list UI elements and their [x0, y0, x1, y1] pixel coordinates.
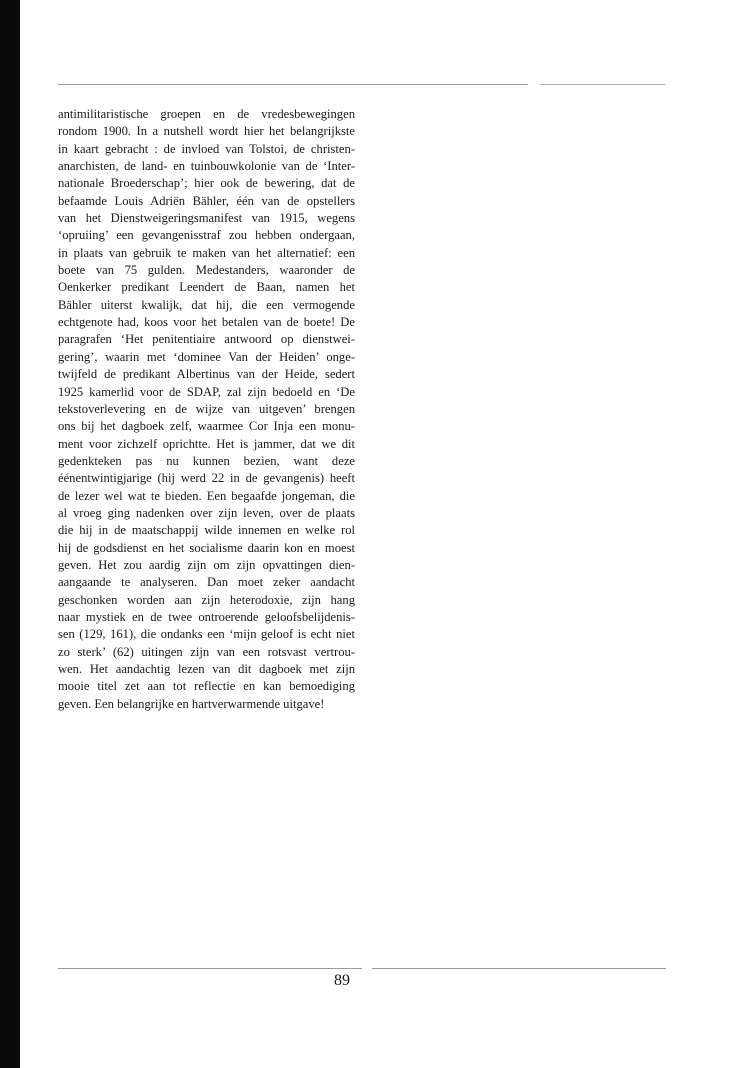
footer-rule-right — [372, 968, 666, 969]
text-line: paragrafen ‘Het penitentiaire antwoord op dienstwei- — [58, 332, 355, 347]
text-line: Bähler uiterst kwalijk, dat hij, die een vermogende — [58, 297, 355, 312]
text-line: naar mystiek en de twee ontroerende geloofsbelijdenis- — [58, 609, 355, 624]
text-line: in kaart gebracht : de invloed van Tolstoi, de christen- — [58, 141, 355, 156]
text-line: anarchisten, de land- en tuinbouwkolonie van de ‘Inter- — [58, 159, 355, 174]
text-line: nationale Broederschap’; hier ook de bewering, dat de — [58, 176, 355, 191]
text-line: éénentwintigjarige (hij werd 22 in de gevangenis) heeft — [58, 471, 355, 486]
text-line: geschonken worden aan zijn heterodoxie, zijn hang — [58, 592, 355, 607]
header-rule — [58, 84, 528, 85]
text-line: ment voor zichzelf oprichtte. Het is jammer, dat we dit — [58, 436, 355, 451]
text-line: befaamde Louis Adriën Bähler, één van de opstellers — [58, 193, 355, 208]
page-number: 89 — [334, 972, 350, 989]
text-line: in plaats van gebruik te maken van het alternatief: een — [58, 245, 355, 260]
text-line: van het Dienstweigeringsmanifest van 1915, wegens — [58, 211, 355, 226]
text-line: die hij in de maatschappij wilde innemen en welke rol — [58, 523, 355, 538]
text-line: ‘opruiing’ een gevangenisstraf zou hebben ondergaan, — [58, 228, 355, 243]
text-line: mooie titel zet aan tot reflectie en kan bemoediging — [58, 679, 355, 694]
text-line: tekstoverlevering en de wijze van uitgeven’ brengen — [58, 401, 355, 416]
text-line: wen. Het aandachtig lezen van dit dagboek met zijn — [58, 662, 355, 676]
text-line: 1925 kamerlid voor de SDAP, zal zijn bedoeld en ‘De — [58, 384, 355, 399]
text-line: twijfeld de predikant Albertinus van der Heide, sedert — [58, 367, 355, 382]
text-line: gedenkteken pas nu kunnen bezien, want deze — [58, 453, 355, 468]
text-line: de lezer wel wat te bieden. Een begaafde jongeman, die — [58, 488, 355, 503]
text-line: hij de godsdienst en het socialisme daarin kon en moest — [58, 540, 355, 555]
text-line: gering’, waarin met ‘dominee Van der Heiden’ onge- — [58, 349, 355, 364]
footer-rule — [58, 968, 362, 969]
text-line: sen (129, 161), die ondanks een ‘mijn geloof is echt niet — [58, 627, 355, 642]
text-line: aangaande te analyseren. Dan moet zeker aandacht — [58, 575, 355, 590]
text-line: zo sterk’ (62) uitingen zijn van een rotsvast vertrou- — [58, 644, 355, 659]
text-line: boete van 75 gulden. Medestanders, waaronder de — [58, 263, 355, 278]
text-line: rondom 1900. In a nutshell wordt hier het belangrijkste — [58, 124, 355, 139]
text-line: geven. Een belangrijke en hartverwarmende uitgave! — [58, 696, 325, 711]
text-line: geven. Het zou aardig zijn om zijn opvattingen dien- — [58, 557, 355, 572]
scan-edge-bar — [0, 0, 20, 1068]
review-text-column — [58, 106, 355, 713]
text-line: echtgenote had, koos voor het betalen van de boete! De — [58, 315, 355, 330]
text-line: Oenkerker predikant Leendert de Baan, namen het — [58, 280, 355, 295]
header-rule-right — [540, 84, 666, 85]
text-line: al vroeg ging nadenken over zijn leven, over de plaats — [58, 505, 355, 520]
text-line: antimilitaristische groepen en de vredesbewegingen — [58, 107, 355, 121]
text-line: ons bij het dagboek zelf, waarmee Cor Inja een monu- — [58, 419, 355, 434]
